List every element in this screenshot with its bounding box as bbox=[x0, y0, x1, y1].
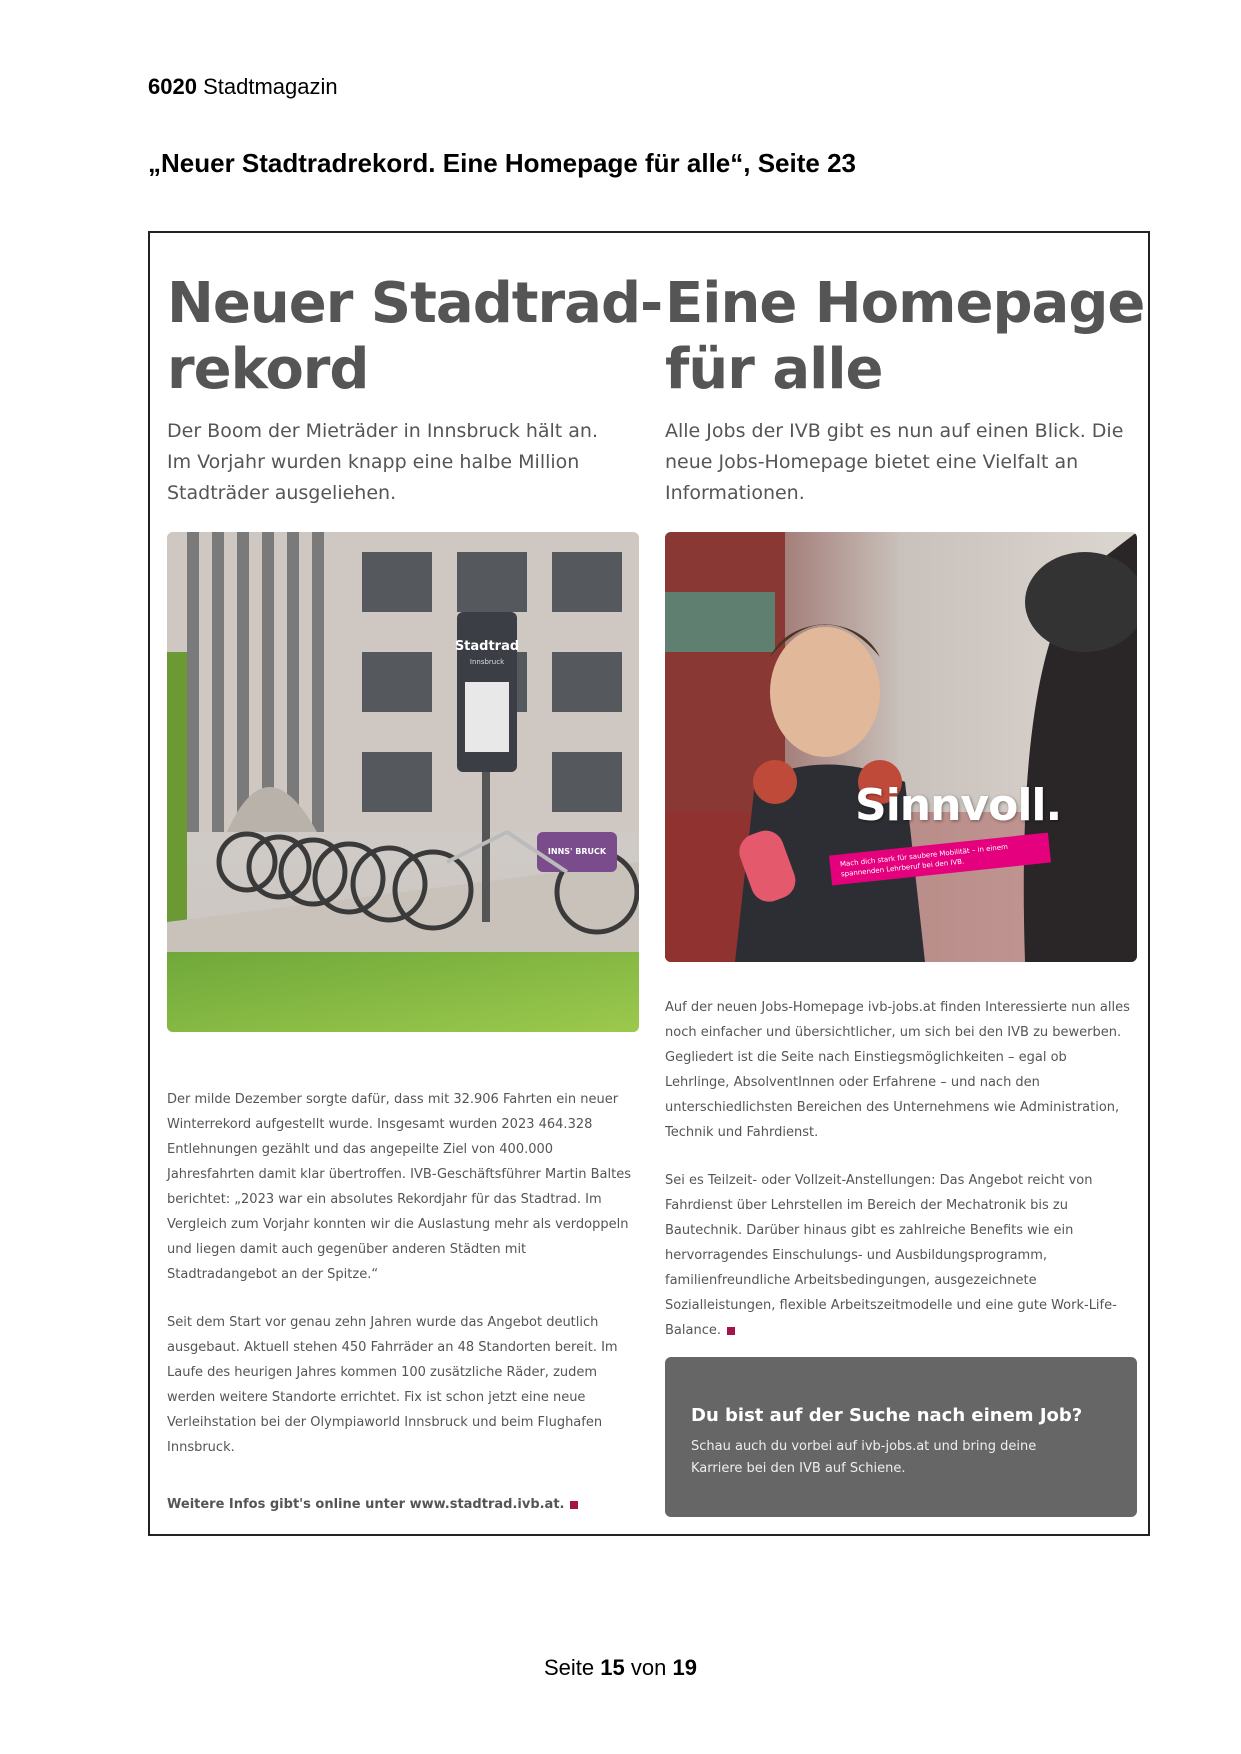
lead-homepage: Alle Jobs der IVB gibt es nun auf einen Blick. Die neue Jobs-Homepage bietet eine Vielfalt an Informationen. bbox=[665, 420, 1124, 504]
headline-line-1: Neuer Stadtrad- bbox=[167, 271, 663, 336]
headline-stadtrad bbox=[167, 271, 662, 403]
slogan: Sinnvoll. bbox=[855, 780, 1062, 831]
paragraph-2: Seit dem Start vor genau zehn Jahren wurde das Angebot deutlich ausgebaut. Aktuell stehen 450 Fahrräder an 48 Standorten bereit. Im Laufe des heurigen Jahres kommen 100 zusätzliche Räder, zudem werden weitere Standorte errichtet. Fix ist schon jetzt eine neue Verleihstation bei der Olympiaworld Innsbruck und beim Flughafen Innsbruck. bbox=[167, 1315, 618, 1455]
page-prefix: Seite bbox=[544, 1655, 595, 1680]
headline-line-1: Eine Homepage bbox=[665, 271, 1145, 336]
apprentice-illustration bbox=[665, 532, 1137, 962]
photo-apprentice bbox=[665, 532, 1137, 962]
slogan-subline: Mach dich stark für saubere Mobilität – in einem spannenden Lehrberuf bei den IVB. bbox=[829, 833, 1051, 886]
headline-line-2: für alle bbox=[665, 337, 883, 402]
page-current: 15 bbox=[600, 1655, 625, 1680]
headline-line-2: rekord bbox=[167, 337, 369, 402]
body-homepage bbox=[665, 995, 1135, 1366]
paragraph-2 bbox=[665, 1168, 1135, 1343]
job-box-text: Schau auch du vorbei auf ivb-jobs.at und bring deine Karriere bei den IVB auf Schiene. bbox=[691, 1439, 1037, 1476]
lead-stadtrad: Der Boom der Mieträder in Innsbruck hält an. Im Vorjahr wurden knapp eine halbe Million Stadträder ausgeliehen. bbox=[167, 420, 598, 504]
end-mark bbox=[570, 1501, 578, 1509]
photo-bike-station bbox=[167, 532, 639, 1032]
page-total: 19 bbox=[672, 1655, 697, 1680]
footnote-link bbox=[167, 1497, 578, 1512]
publication-name: Stadtmagazin bbox=[203, 74, 338, 99]
press-clipping bbox=[148, 231, 1150, 1536]
page-number bbox=[0, 1655, 1241, 1681]
bike-station-illustration bbox=[167, 532, 639, 1032]
page-separator: von bbox=[630, 1655, 667, 1680]
sign-title: Stadtrad bbox=[454, 639, 520, 654]
publication-number: 6020 bbox=[148, 74, 197, 99]
body-stadtrad bbox=[167, 1087, 637, 1483]
headline-homepage bbox=[665, 271, 1144, 403]
footnote-text: Weitere Infos gibt's online unter www.stadtrad.ivb.at. bbox=[167, 1497, 565, 1512]
paragraph-2-text: Sei es Teilzeit- oder Vollzeit-Anstellungen: Das Angebot reicht von Fahrdienst über Lehrstellen im Bereich der Mechatronik bis zu Bautechnik. Darüber hinaus gibt es zahlreiche Benefits wie ein hervorragendes Einschulungs- und Ausbildungsprogramm, familienfreundliche Arbeitsbedingungen, ausgezeichnete Sozialleistungen, flexible Arbeitszeitmodelle und eine gute Work-Life-Balance. bbox=[665, 1173, 1117, 1338]
job-box bbox=[665, 1357, 1137, 1517]
sign-subtitle: Innsbruck bbox=[469, 658, 505, 666]
basket-label: INNS' BRUCK bbox=[547, 847, 607, 856]
end-mark bbox=[727, 1327, 735, 1335]
paragraph-1: Der milde Dezember sorgte dafür, dass mit 32.906 Fahrten ein neuer Winterrekord aufgestellt wurde. Insgesamt wurden 2023 464.328 Entlehnungen gezählt und das angepeilte Ziel von 400.000 Jahresfahrten damit klar übertroffen. IVB-Geschäftsführer Martin Baltes berichtet: „2023 war ein absolutes Rekordjahr für das Stadtrad. Im Vergleich zum Vorjahr konnten wir die Auslastung mehr als verdoppeln und liegen damit auch gegenüber anderen Städten mit Stadtradangebot an der Spitze.“ bbox=[167, 1092, 631, 1282]
publication-header bbox=[148, 74, 338, 100]
paragraph-1: Auf der neuen Jobs-Homepage ivb-jobs.at finden Interessierte nun alles noch einfacher und übersichtlicher, um sich bei den IVB zu bewerben. Gegliedert ist die Seite nach Einstiegsmöglichkeiten – egal ob Lehrlinge, AbsolventInnen oder Erfahrene – und nach den unterschiedlichsten Bereichen des Unternehmens wie Administration, Technik und Fahrdienst. bbox=[665, 1000, 1130, 1140]
document-title: „Neuer Stadtradrekord. Eine Homepage für alle“, Seite 23 bbox=[148, 148, 857, 178]
job-box-title: Du bist auf der Suche nach einem Job? bbox=[691, 1405, 1083, 1426]
